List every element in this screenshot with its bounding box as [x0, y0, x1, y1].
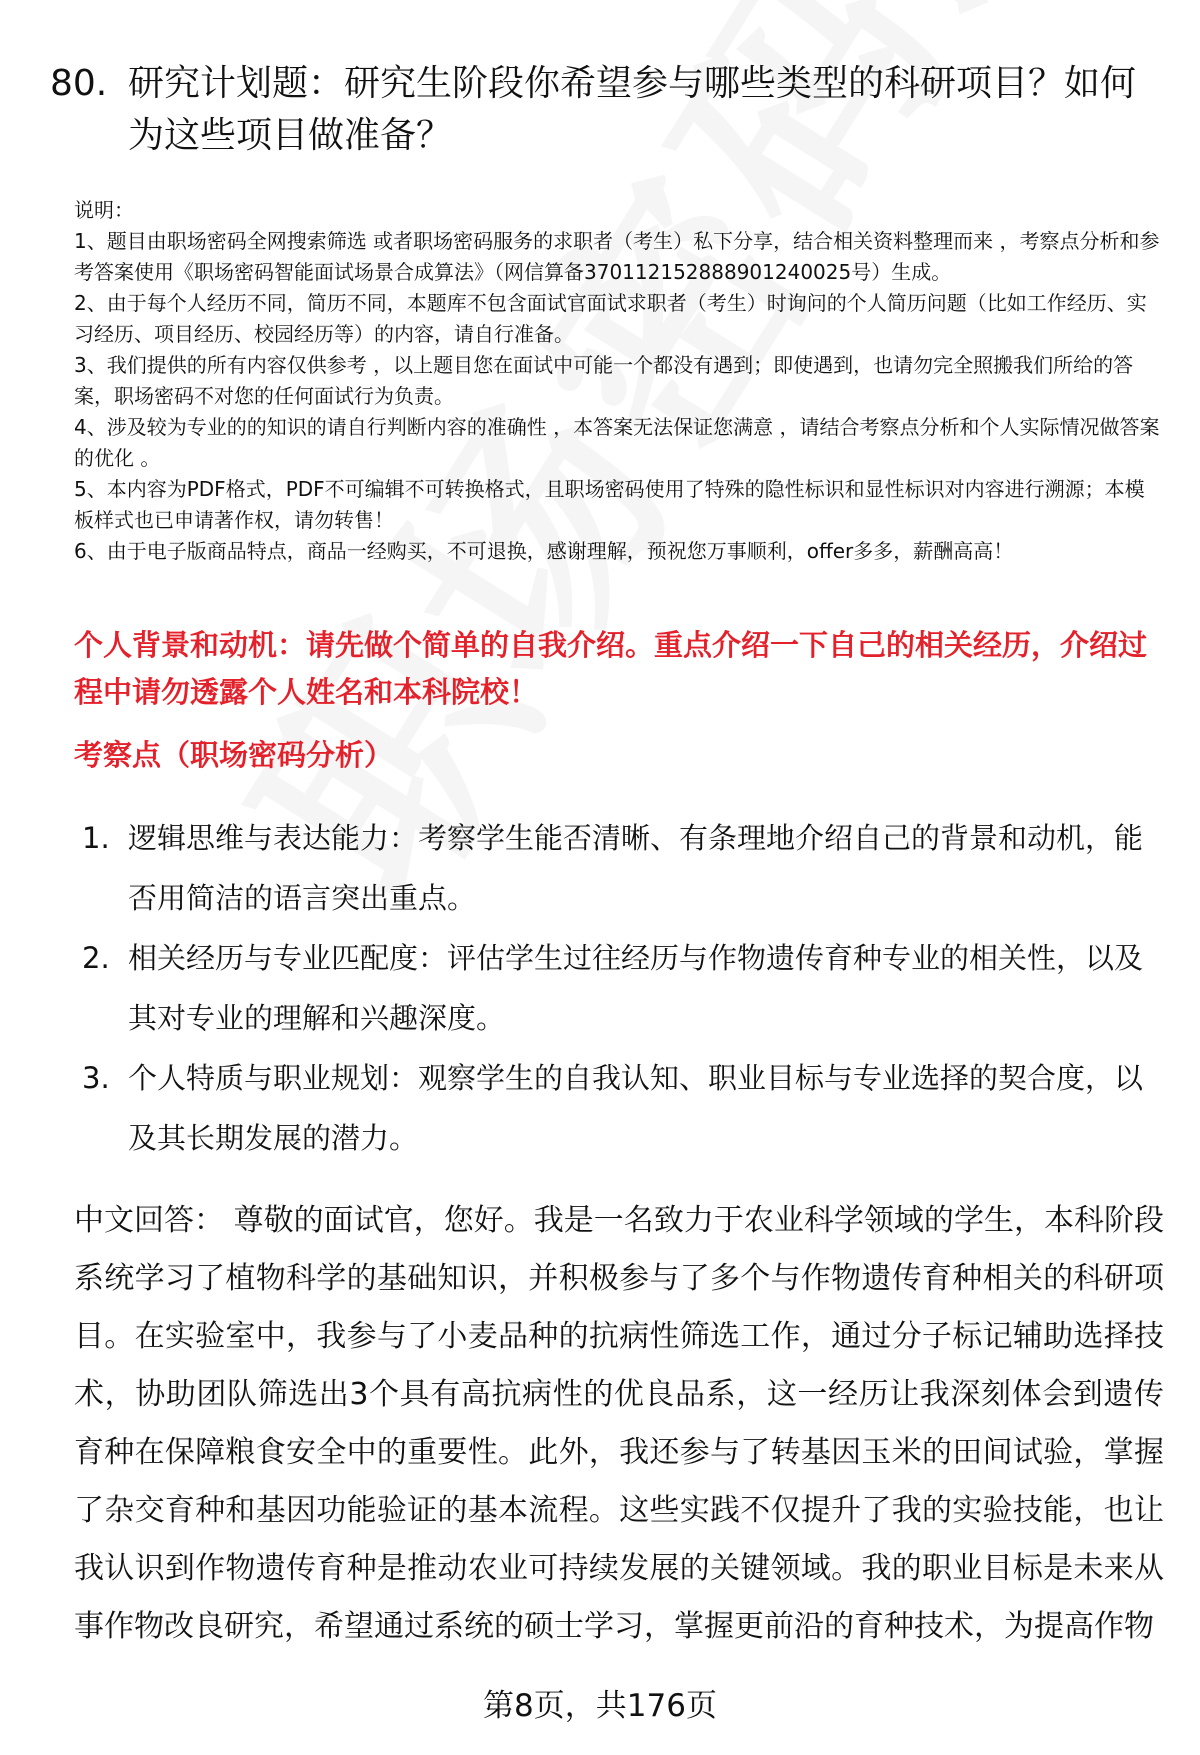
notes-item: 4、涉及较为专业的的知识的请自行判断内容的准确性 ，本答案无法保证您满意 ，请结合考察点分析和个人实际情况做答案的优化 。	[74, 415, 1160, 470]
analysis-points-list	[82, 808, 1162, 1168]
notes-item: 6、由于电子版商品特点，商品一经购买，不可退换，感谢理解，预祝您万事顺利，offer多多，薪酬高高！	[74, 539, 1014, 563]
list-item	[82, 808, 1162, 928]
answer-paragraph	[74, 1192, 1164, 1656]
list-item-index: 2.	[82, 941, 110, 975]
list-item-text: 相关经历与专业匹配度：评估学生过往经历与作物遗传育种专业的相关性，以及其对专业的理解和兴趣深度。	[128, 941, 1144, 1035]
notes-item: 3、我们提供的所有内容仅供参考 ，以上题目您在面试中可能一个都没有遇到；即使遇到，也请勿完全照搬我们所给的答案，职场密码不对您的任何面试行为负责。	[74, 353, 1134, 408]
answer-label: 中文回答：	[74, 1203, 225, 1238]
page-footer: 第8页，共176页	[483, 1688, 717, 1724]
list-item-index: 1.	[82, 821, 110, 855]
notes-item: 1、题目由职场密码全网搜索筛选 或者职场密码服务的求职者（考生）私下分享，结合相关资料整理而来 ，考察点分析和参考答案使用《职场密码智能面试场景合成算法》（网信算备370112152888901240025号）生成。	[74, 229, 1160, 284]
question-number: 80.	[50, 63, 108, 104]
list-item-text: 个人特质与职业规划：观察学生的自我认知、职业目标与专业选择的契合度，以及其长期发展的潜力。	[128, 1061, 1144, 1155]
notes-title: 说明：	[74, 198, 134, 222]
notes-item: 5、本内容为PDF格式，PDF不可编辑不可转换格式，且职场密码使用了特殊的隐性标识和显性标识对内容进行溯源；本模板样式也已申请著作权，请勿转售！	[74, 477, 1145, 532]
question-text: 研究计划题：研究生阶段你希望参与哪些类型的科研项目？如何为这些项目做准备？	[128, 63, 1137, 156]
list-item-text: 逻辑思维与表达能力：考察学生能否清晰、有条理地介绍自己的背景和动机，能否用简洁的语言突出重点。	[128, 821, 1144, 915]
analysis-heading: 考察点（职场密码分析）	[74, 738, 394, 772]
answer-text: 尊敬的面试官，您好。我是一名致力于农业科学领域的学生，本科阶段系统学习了植物科学的基础知识，并积极参与了多个与作物遗传育种相关的科研项目。在实验室中，我参与了小麦品种的抗病性筛选工作，通过分子标记辅助选择技术，协助团队筛选出3个具有高抗病性的优良品系，这一经历让我深刻体会到遗传育种在保障粮食安全中的重要性。此外，我还参与了转基因玉米的田间试验，掌握了杂交育种和基因功能验证的基本流程。这些实践不仅提升了我的实验技能，也让我认识到作物遗传育种是推动农业可持续发展的关键领域。我的职业目标是未来从事作物改良研究，希望通过系统的硕士学习，掌握更前沿的育种技术，为提高作物	[74, 1203, 1165, 1644]
notes-item: 2、由于每个人经历不同，简历不同，本题库不包含面试官面试求职者（考生）时询问的个人简历问题（比如工作经历、实习经历、项目经历、校园经历等）的内容，请自行准备。	[74, 291, 1147, 346]
list-item	[82, 928, 1162, 1048]
section-heading: 个人背景和动机：请先做个简单的自我介绍。重点介绍一下自己的相关经历，介绍过程中请勿透露个人姓名和本科院校！	[74, 628, 1148, 709]
list-item	[82, 1048, 1162, 1168]
question-title	[50, 58, 1160, 162]
list-item-index: 3.	[82, 1061, 110, 1095]
notes-block	[74, 195, 1164, 567]
